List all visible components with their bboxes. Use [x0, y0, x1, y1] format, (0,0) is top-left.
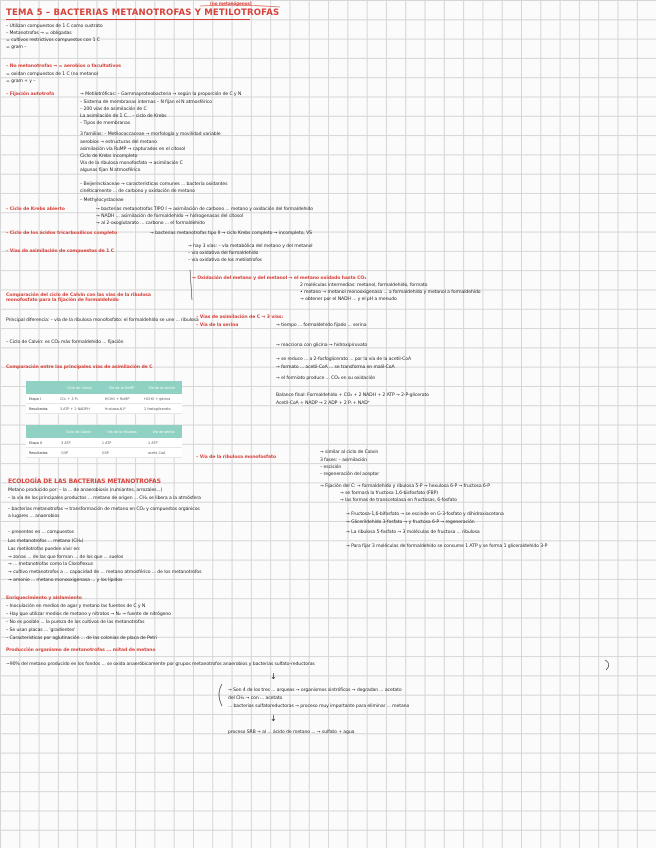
- asimilacion-line: → formato ... acetil-CoA ... se transforma en malil-CoA: [276, 365, 395, 370]
- ribulosa-line: → Fructosa-1,6-bifosfato → se escinde en G-3-fosfato y dihidroxiacetona: [346, 512, 504, 517]
- produccion-heading: Producción organismo de metanotrofas ... mitad de metano: [6, 648, 156, 653]
- ecologia-heading: ECOLOGÍA DE LAS BACTERIAS METANOTROFAS: [8, 478, 161, 485]
- ribulosa-line: → las formas de transcetolasa en fructosas, 6-fosfato: [340, 498, 457, 503]
- ecologia-line: Metano producido por: – la ... de anaerobiosis (rumiantes, arrozales...): [8, 488, 163, 493]
- krebs-line: → bacterias metanotrofas TIPO I → asimilación de carbono ... metano y oxidación del formaldehído: [96, 207, 313, 212]
- table-row: Resultados 3 ATP + 2 NADPH fructosa-6-P 2 fosfoglicerato: [26, 404, 182, 414]
- fijacion-line: algunas fijan N atmosférico: [80, 168, 141, 173]
- ribulosa-heading: – Vía de la ribulosa monofosfato: [196, 455, 277, 460]
- fijacion-line: 3 familias: – Metilococcaceae → morfología y movilidad variable: [80, 132, 221, 137]
- enriquecimiento-line: – Inoculación en medios de agar y metano las fuentes de C y N: [6, 604, 146, 609]
- comparacion-line: Principal diferencia: – vía de la ribulosa monofosfato: el formaldehído se une ... ribulosa: [6, 318, 199, 323]
- vias-line: → hay 3 vías: – vía metabólica del metano y del metanol: [188, 244, 313, 249]
- ribulosa-line: → Glicerildehído 3-fosfato → y fructosa 6-P → regeneración: [346, 520, 475, 525]
- down-arrow-icon: ↓: [270, 714, 277, 723]
- fijacion-line: – Tipos de membranas: [80, 121, 130, 126]
- fijacion-line: Ciclo de Krebs incompleto: [80, 154, 138, 159]
- vias-line: – vía oxidativa de los metilotrofos: [188, 258, 262, 263]
- ribulosa-line: 3 fases: – asimilación: [320, 458, 367, 463]
- vias-line: 2 moléculas intermedias: metanol, formaldehído, formato: [300, 283, 428, 288]
- table-header: Vía de la ribulosa: [99, 425, 145, 438]
- intro-line: = gram –: [6, 45, 27, 50]
- produccion-line: ... bacterias sulfatoreductoras → proceso muy importante para eliminar ... metano: [228, 704, 410, 709]
- table-header: Ciclo de Calvin: [58, 425, 99, 438]
- ciclo-heading: – Ciclo de los ácidos tricarboxílicos completo: [6, 231, 118, 236]
- ribulosa-line: → Para fijar 3 moléculas de formaldehído se consume 1 ATP y se forma 1 gliceraldehído 3-P: [346, 544, 548, 549]
- vias-heading: – Vías de asimilación de compuestos de 1 C: [6, 249, 114, 254]
- asimilacion-line: Balance final: Formaldehído + CO₂ + 2 NADH + 2 ATP → 2-P-glicerato: [276, 393, 429, 398]
- table-header: Vía de la serina: [141, 381, 182, 394]
- no-metanotrofas-line: – No metanotrofas → = aerobios o facultativos: [6, 64, 121, 69]
- fijacion-line: La asimilación de 1 C... – ciclo de Krebs: [80, 114, 167, 119]
- asimilacion-line: → reacciona con glicina → hidroxipiruvato: [276, 343, 368, 348]
- serina-heading: – Vía de la serina: [196, 323, 239, 328]
- fijacion-line: asimilación vía RuMP → capturados en el citosol: [80, 147, 186, 152]
- ecologia-line: a lugares ... anaerobios: [8, 514, 60, 519]
- vias-line: → Oxidación del metano y del metanol → el metano oxidado hasta CO₂: [192, 276, 367, 281]
- enriquecimiento-line: – Características por aglutinación ... de las colonias de placa de Petri: [6, 636, 157, 641]
- fijacion-line: – 200 vías de asimilación de C: [80, 107, 147, 112]
- asimilacion-line: Acetil-CoA + NADP → 2 ADP + 2 Pᵢ + NAD⁺: [276, 401, 370, 406]
- fijacion-line: → Metilotróficas: – Gammaproteobacteria → según la proporción de C y N: [80, 92, 242, 97]
- page-title: TEMA 5 – BACTERIAS METANOTROFAS Y METILOTROFAS: [6, 8, 280, 18]
- table-row: Etapa II 3 ATP 1 ATP 2 ATP: [26, 438, 182, 448]
- ribulosa-line: → se formará la fructosa 1,6-bisfosfato (FBP): [340, 491, 438, 496]
- asimilacion-line: → tiempo ... formaldehído fijado ... serina: [276, 323, 367, 328]
- ribulosa-line: → Fijación del C: → formaldehído y ribulosa 5-P → hexulosa 6-P → fructosa 6-P: [320, 484, 490, 489]
- intro-line: – Utilizan compuestos de 1 C como sustrato: [6, 24, 103, 29]
- produccion-line: del CH₄ → con ... acetato: [228, 696, 283, 701]
- fijacion-heading: – Fijación autotrofa: [6, 92, 55, 97]
- down-arrow-icon: ↓: [270, 672, 277, 681]
- ecologia-line: → amonio ... metano monooxigenasa ... y los lípidos: [8, 578, 123, 583]
- no-metanotrofas-line: = oxidan compuestos de 1 C (no metano): [6, 72, 99, 77]
- comp-vias-heading: Comparación entre las principales vías de asimilación de C: [6, 365, 153, 370]
- krebs-heading: – Ciclo de Krebs abierto: [6, 207, 65, 212]
- vias-line: – vía oxidativa del formaldehído: [188, 251, 259, 256]
- asimilacion-line: → el formiato produce ... CO₂ en su oxidación: [276, 376, 376, 381]
- enriquecimiento-line: – Se usan placas ... 'gradientes': [6, 628, 76, 633]
- fijacion-line: – Sistema de membranas internas – N fijan el N atmosférico: [80, 100, 213, 105]
- fijacion-line: Vía de la ribulosa monofosfato → asimilación C: [80, 161, 183, 166]
- fijacion-line: aerobios → estructuras del metano: [80, 140, 157, 145]
- ribulosa-line: → La ribulosa 5-fosfato → 3 moléculas de fructosa ... ribulosa: [346, 530, 480, 535]
- top-note: (no metanógenos): [210, 1, 252, 6]
- table-row: Resultados G3P G3P acetil-CoA: [26, 448, 182, 458]
- enriquecimiento-line: – No es posible ... la pureza de los cultivos de las metanotrofas: [6, 620, 145, 625]
- fijacion-line: cinéticamente ... de carbono y oxidación de metano: [80, 189, 195, 194]
- ecologia-line: Los metanotrofos ... metano (CH₄): [8, 539, 84, 544]
- ecologia-line: → zonas ... de las que forman ... de los que ... suelos: [8, 555, 124, 560]
- produccion-line: ~90% del metano producido en los fondos ... se oxida anaeróbicamente por grupos metanotrofos anaerobios y bacterias sulfato-reductoras: [6, 662, 315, 667]
- intro-line: – Metanotrofas → = obligadas: [6, 31, 72, 36]
- asimilacion-line: → se reduce ... a 2-fosfoglicerato ... por la vía de la acetil-CoA: [276, 357, 412, 362]
- ecologia-line: Las metilotrofas pueden vivir en:: [8, 547, 81, 552]
- comparacion-line: – Ciclo de Calvin: es CO₂ más formaldehído ... fijación: [6, 340, 124, 345]
- krebs-line: → NADH ... asimilación de formaldehído → hidrogenasas del citosol: [96, 214, 244, 219]
- table-header: Vía de serina: [145, 425, 182, 438]
- ribulosa-line: – escisión: [320, 465, 342, 470]
- fijacion-line: – Methylocystaceae: [80, 198, 124, 203]
- produccion-line: → Son 4 de los tres ... arqueas → organismos sintróficos → degradan ... acetato: [228, 688, 402, 693]
- ecologia-line: – presentes en ... compuestos: [8, 530, 74, 535]
- produccion-line: proceso SRB → al ... ácido de metano ... → sulfato + agua: [228, 730, 355, 735]
- vias-line: • metano → metanol monooxigenasa ... a formaldehído y metanol a formaldehído: [300, 290, 481, 295]
- enriquecimiento-heading: Enriquecimiento y aislamiento: [6, 596, 82, 601]
- table-header: Vía de la RuMP: [102, 381, 141, 394]
- vias-line: → obtener por el NADH ... y el pH a menudo: [300, 297, 397, 302]
- ribulosa-line: – regeneración del aceptor: [320, 472, 380, 477]
- ecologia-line: – la vía de los principales productos ... metano de origen ... CH₄ se libera a la atmósfera: [8, 496, 201, 501]
- ciclo-line: → bacterias metanotrofas tipo II → ciclo Krebs completo → incompleto, VS: [150, 231, 312, 236]
- ecologia-line: → cultivo metanotrofos a ... capacidad de ... metano atmosférico ... de los metanotrofos: [8, 570, 202, 575]
- fijacion-line: – Beijerinckiaceae → características comunes ... bacteria oxidantes: [80, 182, 228, 187]
- ecologia-line: – bacterias metanotrofas → transformación de metano en CO₂ y compuestos orgánicos: [8, 507, 200, 512]
- ribulosa-line: → similar al ciclo de Calvin: [320, 450, 379, 455]
- table-row: Etapa I CO₂ + 3 P₃ HCHO + RuMP HCHO + glicina: [26, 394, 182, 404]
- no-metanotrofas-line: = gram + y –: [6, 79, 36, 84]
- table-header: Ciclo de Calvin: [57, 381, 102, 394]
- comparacion-heading: Comparación del ciclo de Calvin con las vías de la ribulosa monofosfato para la fijación de formaldehído: [6, 293, 151, 304]
- krebs-line: → al 2-oxoglutarato ... carbono ... el formaldehído: [96, 221, 205, 226]
- asimilacion-heading: – Vías de asimilación de C → 3 vías:: [196, 315, 284, 320]
- enriquecimiento-line: – Hay que utilizar medios de metano y nitratos → N₂ → fuente de nitrógeno: [6, 612, 171, 617]
- ecologia-line: → ... metanotrofas como la Cloroflexus: [8, 562, 93, 567]
- intro-line: = cultivos restrictivos compuestos con 1 C: [6, 38, 100, 43]
